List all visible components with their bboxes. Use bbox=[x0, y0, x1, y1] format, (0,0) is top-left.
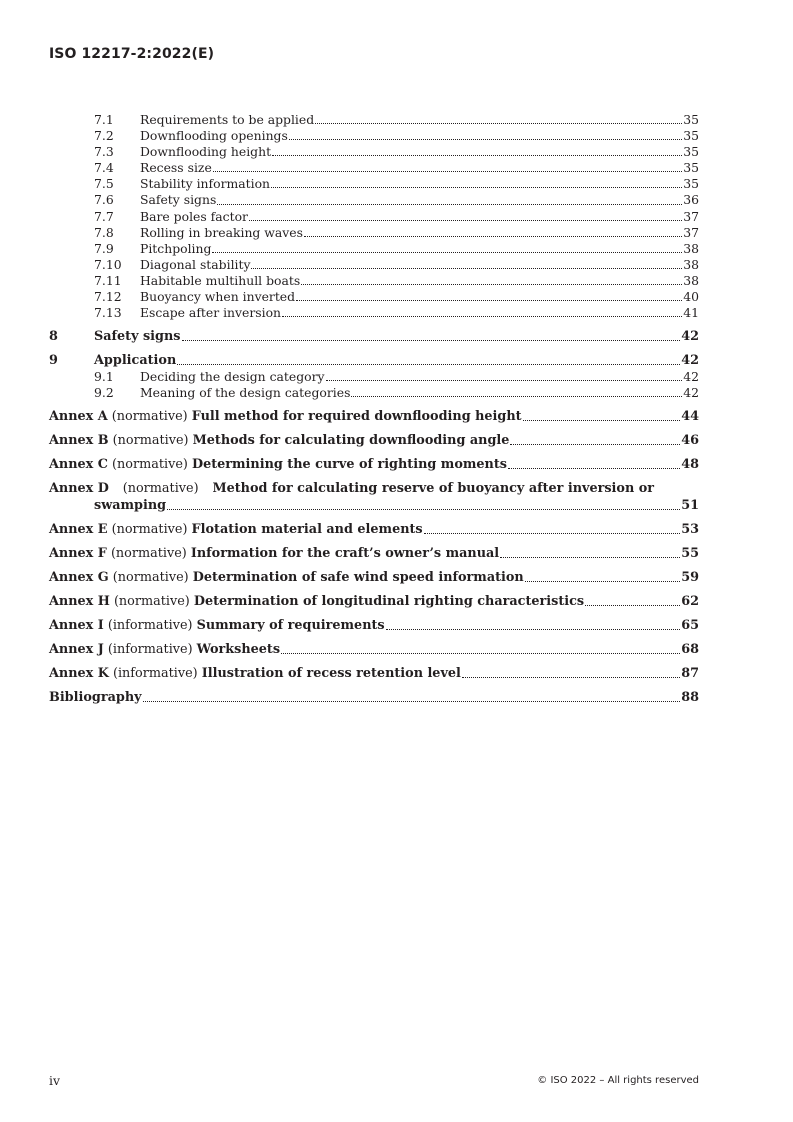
toc-entry-page: 37 bbox=[683, 208, 699, 224]
toc-entry-page: 36 bbox=[683, 192, 699, 208]
toc-entry-number: 7.6 bbox=[94, 192, 114, 208]
toc-entry-7-10[interactable] bbox=[49, 257, 699, 273]
toc-entry-title: Diagonal stability bbox=[140, 256, 251, 272]
annex-title: Determining the curve of righting moments bbox=[191, 457, 507, 473]
leader-dots bbox=[281, 652, 680, 654]
leader-dots bbox=[143, 700, 681, 702]
toc-entry-number: 7.3 bbox=[94, 144, 114, 160]
leader-dots bbox=[304, 235, 682, 237]
toc-entry-annex-b[interactable] bbox=[49, 432, 699, 449]
toc-entry-page: 46 bbox=[681, 433, 699, 449]
annex-label: Annex K bbox=[49, 666, 109, 682]
toc-entry-title: Application bbox=[94, 353, 177, 369]
toc-entry-page: 87 bbox=[681, 666, 699, 682]
toc-entry-7-11[interactable] bbox=[49, 273, 699, 289]
annex-label: Annex F bbox=[49, 546, 107, 562]
leader-dots bbox=[462, 676, 680, 678]
annex-type: (normative) bbox=[112, 457, 188, 473]
leader-dots bbox=[272, 154, 682, 156]
toc-entry-7-1[interactable] bbox=[49, 112, 699, 128]
leader-dots bbox=[249, 219, 682, 221]
annex-type: (normative) bbox=[122, 481, 199, 497]
leader-dots bbox=[585, 604, 680, 606]
toc-entry-number: 7.5 bbox=[94, 176, 114, 192]
toc-entry-number: 9.2 bbox=[94, 385, 114, 401]
toc-entry-title: Recess size bbox=[140, 160, 212, 176]
annex-label: Annex H bbox=[49, 594, 110, 610]
toc-entry-annex-f[interactable] bbox=[49, 545, 699, 562]
toc-entry-title: Bare poles factor bbox=[140, 208, 248, 224]
leader-dots bbox=[510, 443, 680, 445]
leader-dots bbox=[296, 299, 682, 301]
leader-dots bbox=[177, 363, 680, 365]
toc-entry-annex-c[interactable] bbox=[49, 456, 699, 473]
toc-entry-page: 38 bbox=[683, 256, 699, 272]
toc-entry-number: 7.7 bbox=[94, 208, 114, 224]
toc-entry-7-2[interactable] bbox=[49, 128, 699, 144]
annex-type: (normative) bbox=[112, 570, 189, 586]
toc-entry-annex-g[interactable] bbox=[49, 569, 699, 586]
annex-title: Summary of requirements bbox=[196, 618, 385, 634]
annex-title: Information for the craft’s owner’s manual bbox=[190, 546, 500, 562]
toc-entry-7-8[interactable] bbox=[49, 225, 699, 241]
leader-dots bbox=[217, 203, 682, 205]
toc-entry-annex-k[interactable] bbox=[49, 665, 699, 682]
toc-entry-page: 55 bbox=[681, 546, 699, 562]
annex-title: Illustration of recess retention level bbox=[201, 666, 461, 682]
toc-entry-title: Rolling in breaking waves bbox=[140, 224, 303, 240]
toc-entry-annex-h[interactable] bbox=[49, 593, 699, 610]
leader-dots bbox=[301, 283, 682, 285]
toc-entry-7-6[interactable] bbox=[49, 192, 699, 208]
toc-entry-page: 59 bbox=[681, 570, 699, 586]
toc-entry-annex-a[interactable] bbox=[49, 408, 699, 425]
toc-entry-7-5[interactable] bbox=[49, 176, 699, 192]
document-header: ISO 12217-2:2022(E) bbox=[49, 46, 215, 62]
toc-entry-number: 7.9 bbox=[94, 240, 114, 256]
toc-entry-title: Requirements to be applied bbox=[140, 112, 315, 127]
toc-entry-page: 38 bbox=[683, 240, 699, 256]
annex-title: Flotation material and elements bbox=[191, 522, 423, 538]
toc-entry-number: 9.1 bbox=[94, 369, 114, 385]
toc-entry-page: 35 bbox=[683, 160, 699, 176]
annex-title: Full method for required downflooding height bbox=[191, 409, 522, 425]
annex-type: (normative) bbox=[111, 409, 188, 425]
annex-type: (normative) bbox=[110, 546, 187, 562]
annex-type: (informative) bbox=[107, 642, 193, 658]
toc-entry-number: 7.8 bbox=[94, 224, 114, 240]
leader-dots bbox=[251, 267, 682, 269]
annex-type: (informative) bbox=[112, 666, 198, 682]
toc-entry-page: 51 bbox=[681, 498, 699, 514]
annex-title: Determination of longitudinal righting characteristics bbox=[193, 594, 585, 610]
toc-entry-9-2[interactable] bbox=[49, 385, 699, 401]
toc-entry-page: 65 bbox=[681, 618, 699, 634]
toc-entry-7-13[interactable] bbox=[49, 305, 699, 321]
annex-label: Annex G bbox=[49, 570, 109, 586]
toc-entry-title: Buoyancy when inverted bbox=[140, 289, 296, 305]
toc-entry-page: 44 bbox=[681, 409, 699, 425]
toc-entry-7-4[interactable] bbox=[49, 160, 699, 176]
leader-dots bbox=[271, 186, 682, 188]
toc-entry-page: 42 bbox=[683, 369, 699, 385]
leader-dots bbox=[212, 251, 682, 253]
leader-dots bbox=[182, 339, 681, 341]
toc-entry-title: Downflooding openings bbox=[140, 128, 288, 144]
toc-entry-page: 42 bbox=[683, 385, 699, 401]
annex-type: (normative) bbox=[111, 522, 188, 538]
toc-entry-page: 42 bbox=[681, 329, 699, 345]
toc-entry-title: Pitchpoling bbox=[140, 240, 212, 256]
annex-label: Annex J bbox=[49, 642, 104, 658]
toc-entry-title: Habitable multihull boats bbox=[140, 272, 301, 288]
toc-entry-number: 7.10 bbox=[94, 256, 122, 272]
annex-label: Annex A bbox=[49, 409, 108, 425]
toc-entry-page: 88 bbox=[681, 690, 699, 706]
toc-entry-page: 41 bbox=[683, 305, 699, 321]
toc-entry-page: 35 bbox=[683, 112, 699, 127]
toc-entry-8[interactable] bbox=[49, 328, 699, 345]
annex-title: Determination of safe wind speed information bbox=[192, 570, 524, 586]
toc-entry-title: Meaning of the design categories bbox=[140, 385, 351, 401]
toc-entry-number: 7.2 bbox=[94, 128, 114, 144]
annex-label: Annex D bbox=[49, 481, 109, 497]
leader-dots bbox=[351, 395, 682, 397]
toc-entry-9-1[interactable] bbox=[49, 369, 699, 385]
toc-entry-page: 37 bbox=[683, 224, 699, 240]
toc-entry-title: Safety signs bbox=[140, 192, 217, 208]
toc-entry-7-9[interactable] bbox=[49, 241, 699, 257]
annex-title-line2: swamping bbox=[94, 498, 167, 514]
toc-entry-annex-e[interactable] bbox=[49, 521, 699, 538]
toc-entry-page: 35 bbox=[683, 176, 699, 192]
annex-label: Annex C bbox=[49, 457, 108, 473]
toc-entry-page: 40 bbox=[683, 289, 699, 305]
toc-entry-annex-d[interactable] bbox=[49, 480, 699, 514]
leader-dots bbox=[523, 419, 681, 421]
leader-dots bbox=[386, 628, 681, 630]
leader-dots bbox=[326, 379, 683, 381]
toc-entry-title: Downflooding height bbox=[140, 144, 272, 160]
annex-label: Annex B bbox=[49, 433, 109, 449]
leader-dots bbox=[289, 138, 682, 140]
toc-entry-bibliography[interactable] bbox=[49, 689, 699, 706]
page-number: iv bbox=[49, 1073, 60, 1088]
toc-entry-7-7[interactable] bbox=[49, 209, 699, 225]
leader-dots bbox=[500, 556, 680, 558]
annex-title: Worksheets bbox=[196, 642, 281, 658]
toc-entry-9[interactable] bbox=[49, 352, 699, 369]
toc-entry-title: Bibliography bbox=[49, 690, 142, 706]
leader-dots bbox=[315, 122, 682, 124]
leader-dots bbox=[213, 170, 682, 172]
leader-dots bbox=[424, 532, 681, 534]
toc-entry-page: 35 bbox=[683, 128, 699, 144]
toc-entry-page: 38 bbox=[683, 272, 699, 288]
annex-title-line1: Method for calculating reserve of buoyancy after inversion or bbox=[212, 481, 654, 497]
toc-entry-page: 53 bbox=[681, 522, 699, 538]
toc-entry-title: Safety signs bbox=[94, 329, 181, 345]
copyright-notice: © ISO 2022 – All rights reserved bbox=[537, 1075, 699, 1086]
toc-entry-number: 7.1 bbox=[94, 112, 114, 127]
toc-entry-number: 8 bbox=[49, 329, 58, 345]
toc-entry-number: 7.13 bbox=[94, 305, 122, 321]
toc-entry-page: 42 bbox=[681, 353, 699, 369]
leader-dots bbox=[167, 508, 680, 510]
leader-dots bbox=[282, 315, 682, 317]
toc-entry-number: 7.11 bbox=[94, 272, 122, 288]
toc-entry-number: 7.4 bbox=[94, 160, 114, 176]
table-of-contents bbox=[49, 112, 699, 706]
toc-entry-7-3[interactable] bbox=[49, 144, 699, 160]
annex-type: (normative) bbox=[112, 433, 189, 449]
annex-title: Methods for calculating downflooding angle bbox=[192, 433, 510, 449]
toc-entry-title: Stability information bbox=[140, 176, 271, 192]
leader-dots bbox=[508, 467, 680, 469]
annex-type: (informative) bbox=[107, 618, 193, 634]
toc-entry-annex-j[interactable] bbox=[49, 641, 699, 658]
toc-entry-number: 9 bbox=[49, 353, 58, 369]
toc-entry-title: Escape after inversion bbox=[140, 305, 282, 321]
toc-entry-annex-i[interactable] bbox=[49, 617, 699, 634]
annex-label: Annex E bbox=[49, 522, 108, 538]
toc-entry-7-12[interactable] bbox=[49, 289, 699, 305]
toc-entry-page: 62 bbox=[681, 594, 699, 610]
annex-type: (normative) bbox=[113, 594, 190, 610]
toc-entry-number: 7.12 bbox=[94, 289, 122, 305]
toc-entry-page: 68 bbox=[681, 642, 699, 658]
annex-label: Annex I bbox=[49, 618, 104, 634]
toc-entry-page: 48 bbox=[681, 457, 699, 473]
toc-entry-page: 35 bbox=[683, 144, 699, 160]
toc-entry-title: Deciding the design category bbox=[140, 369, 325, 385]
leader-dots bbox=[525, 580, 680, 582]
